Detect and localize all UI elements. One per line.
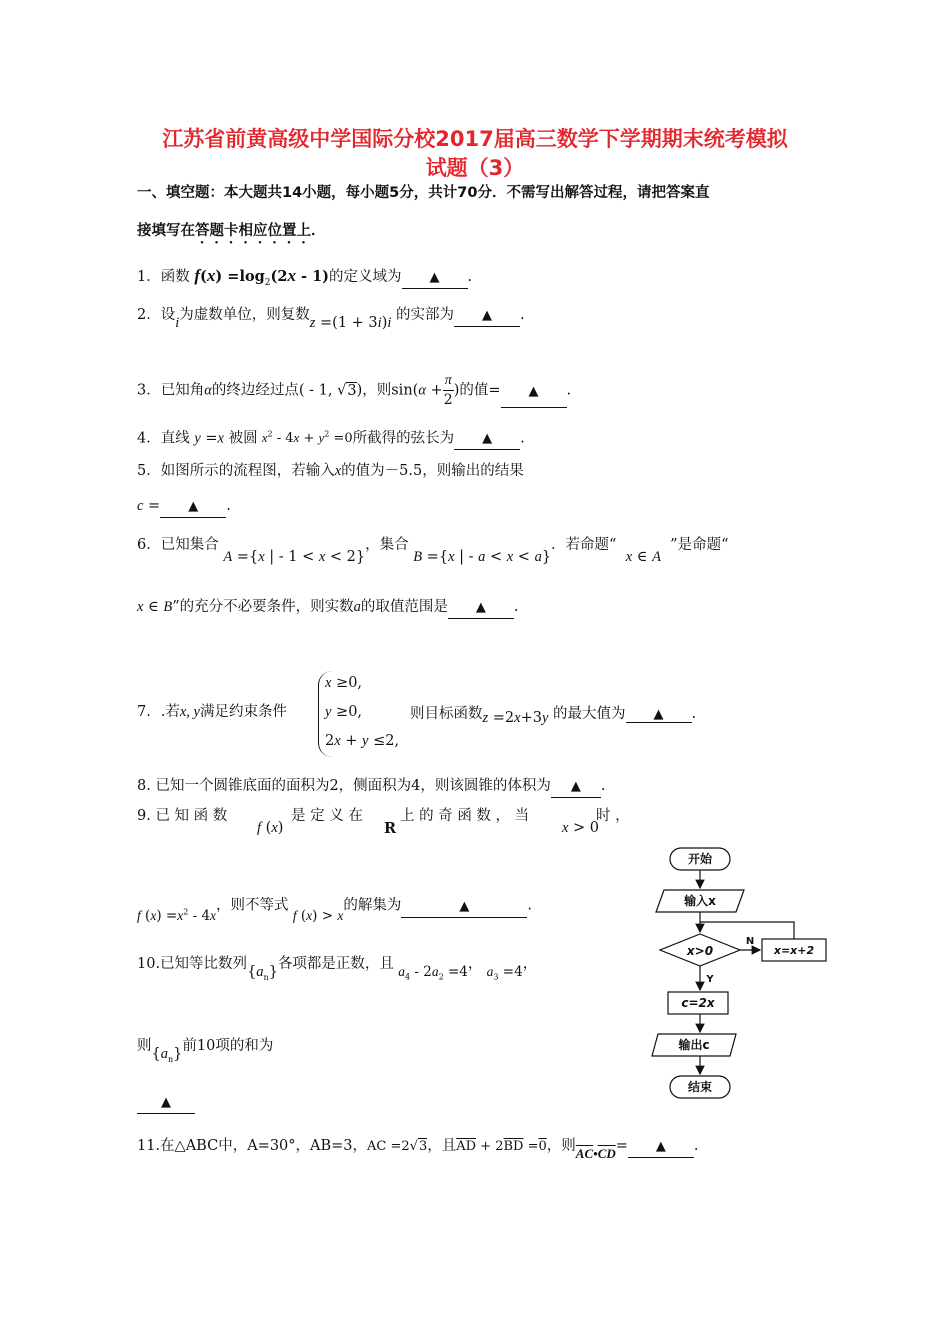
q-text: 的定义域为 [329, 269, 402, 285]
flow-output: 输出c [678, 1038, 710, 1052]
question-10 [137, 954, 537, 980]
q-text: ”是命题“ [670, 537, 729, 553]
formula: α [204, 382, 212, 399]
q-text: 满足约束条件 [199, 704, 287, 720]
formula: x [334, 463, 342, 479]
q-end: . [566, 382, 572, 399]
formula-x-gt-0: x > 0 [562, 820, 600, 836]
page-title-line2: 试题（3） [425, 156, 525, 180]
question-9-line2 [137, 892, 532, 924]
question-9-c: 上 的 奇 函 数 ， 当 [400, 808, 530, 824]
q-num: 7．. [137, 704, 166, 720]
question-8 [137, 776, 606, 798]
q-num: 6． [137, 537, 161, 553]
answer-blank[interactable]: ▲ [401, 897, 527, 918]
q-text: 则 [137, 1038, 152, 1054]
answer-blank[interactable]: ▲ [551, 777, 601, 798]
flow-no-label: N [745, 936, 755, 947]
answer-blank[interactable]: ▲ [501, 377, 567, 408]
instr-text: 接填写在 [137, 223, 195, 239]
section-instructions-line2 [137, 219, 326, 247]
q-num: 11. [137, 1138, 161, 1154]
answer-blank[interactable]: ▲ [454, 429, 520, 450]
question-10-line2 [137, 1036, 273, 1062]
q-num: 3． [137, 382, 161, 399]
q-num: 1． [137, 269, 161, 285]
question-5 [137, 461, 524, 481]
question-3: 3．已知角α的终边经过点( - 1, √3)，则sin(α + $\frac{\pi}{2}$ )的值= ▲ . [137, 373, 572, 408]
q-end: . [527, 897, 532, 914]
q-text: 的解集为 [343, 897, 402, 914]
section-instructions: 一、填空题：本大题共14小题，每小题5分，共计70分．不需写出解答过程，请把答案直 [137, 185, 710, 201]
answer-blank[interactable]: ▲ [626, 707, 692, 723]
q-end: . [513, 599, 519, 615]
flow-cond: x>0 [686, 944, 714, 958]
flow-input: 输入x [684, 894, 716, 908]
q-text: 则目标函数 [410, 706, 483, 722]
q-end: . [691, 706, 697, 722]
formula: f [194, 266, 201, 285]
question-1: 1．函数 $f(x) =\log_2(2x - 1)$的定义域为 ▲ . [137, 266, 473, 288]
q-text: ，则不等式 [216, 897, 289, 914]
q-text: ， [522, 956, 538, 972]
q-text: 的值= [459, 382, 501, 399]
question-11 [137, 1136, 699, 1161]
question-5-line2: c = ▲ . [137, 496, 231, 518]
formula: x ∈ A [625, 549, 661, 565]
formula: $a_4 - 2a_2 =4$ [398, 964, 468, 982]
formula: sin(α + [391, 382, 443, 399]
formula: x [287, 266, 296, 285]
question-2 [137, 305, 525, 331]
q-text: = [615, 1138, 628, 1154]
q-text: 为虚数单位，则复数 [179, 307, 310, 323]
formula: $\overline{AC}•\overline{CD}$ [575, 1146, 616, 1161]
q-text: 已知等比数列 [160, 956, 248, 972]
q-text: 所截得的弦长为 [352, 430, 455, 447]
formula: ( - 1, √3) [298, 382, 363, 399]
q-text: 直线 [160, 430, 190, 447]
instr-end: ． [311, 223, 326, 239]
flow-assign: c=2x [681, 996, 715, 1010]
formula: z =2x+3y [482, 710, 549, 726]
page-title: 江苏省前黄高级中学国际分校2017届高三数学下学期期末统考模拟 [162, 127, 788, 151]
constraint-1: x ≥0, [325, 675, 363, 691]
q-text: 已知集合 [160, 537, 219, 553]
formula: B ={x | - a < x < a} [413, 549, 552, 565]
q-text: ，集合 [365, 537, 409, 553]
q-text: 的取值范围是 [360, 599, 448, 615]
q-text: 已知角 [160, 382, 205, 399]
formula: i [175, 315, 180, 331]
formula: $\{a_n\}$ [151, 1046, 183, 1064]
q-end: . [520, 430, 525, 447]
formula: $a_3 =4$ [486, 964, 523, 982]
q-text: 的最大值为 [553, 706, 626, 722]
q-text: ，则 [546, 1138, 576, 1154]
answer-blank[interactable]: ▲ [448, 598, 514, 619]
q-end: . [693, 1138, 699, 1154]
formula: f (x) > x [292, 907, 344, 924]
q-text: 设 [160, 307, 176, 323]
answer-blank[interactable]: ▲ [628, 1137, 694, 1158]
flowchart [640, 838, 840, 1108]
q-text: 如图所示的流程图，若输入 [160, 463, 335, 479]
q-text: 若 [165, 704, 180, 720]
q-end: . [467, 269, 473, 285]
q-text: ，且 [427, 1138, 457, 1154]
q-text: ， [467, 956, 483, 972]
fraction: $\frac{\pi}{2}$ [443, 373, 453, 408]
formula: c [137, 498, 144, 514]
formula-fx: f (x) [257, 820, 284, 836]
formula: $x^2 - 4x + y^2 =0$ [261, 430, 353, 447]
question-7 [137, 702, 287, 722]
q-end: . [600, 778, 606, 794]
q-text: 的终边经过点 [211, 382, 299, 399]
constraint-3: 2x + y ≤2, [325, 733, 400, 749]
question-6 [137, 535, 729, 565]
question-10-line3 [137, 1092, 195, 1114]
formula: y =x [194, 430, 224, 447]
answer-blank[interactable]: ▲ [454, 306, 520, 327]
q-text: ，则 [362, 382, 392, 399]
q-num: 5． [137, 463, 161, 479]
q-text: 前10项的和为 [182, 1038, 274, 1054]
q-num: 10. [137, 956, 161, 972]
formula: $\{a_n\}$ [247, 964, 278, 982]
question-7-right [410, 702, 697, 726]
formula: AC =2√3 [367, 1139, 428, 1154]
formula: A ={x | - 1 < x < 2} [223, 549, 366, 565]
instr-emphasis: 答题卡相应位置上 [195, 223, 311, 239]
constraint-2: y ≥0, [325, 704, 363, 720]
flow-yes-label: Y [706, 974, 714, 985]
answer-blank[interactable]: ▲ [160, 497, 226, 518]
formula: a [353, 599, 361, 615]
q-end: . [226, 498, 231, 514]
q-text: ”的充分不必要条件，则实数 [172, 599, 354, 615]
formula: x ∈ B [137, 599, 173, 615]
q-end: . [520, 307, 525, 323]
question-4 [137, 425, 525, 450]
formula: z =(1 + 3i)i [309, 315, 392, 331]
q-num: 9. [137, 808, 151, 824]
formula: x, y [179, 704, 200, 720]
answer-blank[interactable]: ▲ [137, 1093, 195, 1114]
formula: $\overline{AD} + 2\overline{BD} =0$ [456, 1139, 547, 1154]
q-text: 被圆 [228, 430, 258, 447]
question-9 [137, 804, 227, 825]
q-text: 函数 [160, 269, 190, 285]
q-text: 8. 已知一个圆锥底面的面积为2，侧面积为4，则该圆锥的体积为 [137, 778, 551, 794]
q-text: 的值为－5.5，则输出的结果 [341, 463, 524, 479]
q-text: 在△ABC中，A=30°，AB=3， [160, 1138, 368, 1154]
question-6-line2 [137, 597, 519, 619]
q-num: 4． [137, 430, 161, 447]
q-text: 的实部为 [396, 307, 454, 323]
flow-end: 结束 [687, 1080, 713, 1094]
q-text: ．若命题“ [551, 537, 617, 553]
flow-no-box: x=x+2 [773, 944, 815, 957]
formula-R: R [384, 820, 397, 837]
formula: f $(x) =x^2 - 4x$ [137, 907, 217, 924]
question-9-b: 是 定 义 在 [291, 808, 363, 824]
formula: x [206, 266, 216, 285]
question-9-d: 时 ， [596, 808, 630, 824]
q-text: 已 知 函 数 [155, 808, 228, 824]
answer-blank[interactable]: ▲ [402, 268, 468, 289]
q-text: 各项都是正数，且 [277, 956, 394, 972]
q-num: 2． [137, 307, 161, 323]
flow-start: 开始 [687, 852, 713, 866]
